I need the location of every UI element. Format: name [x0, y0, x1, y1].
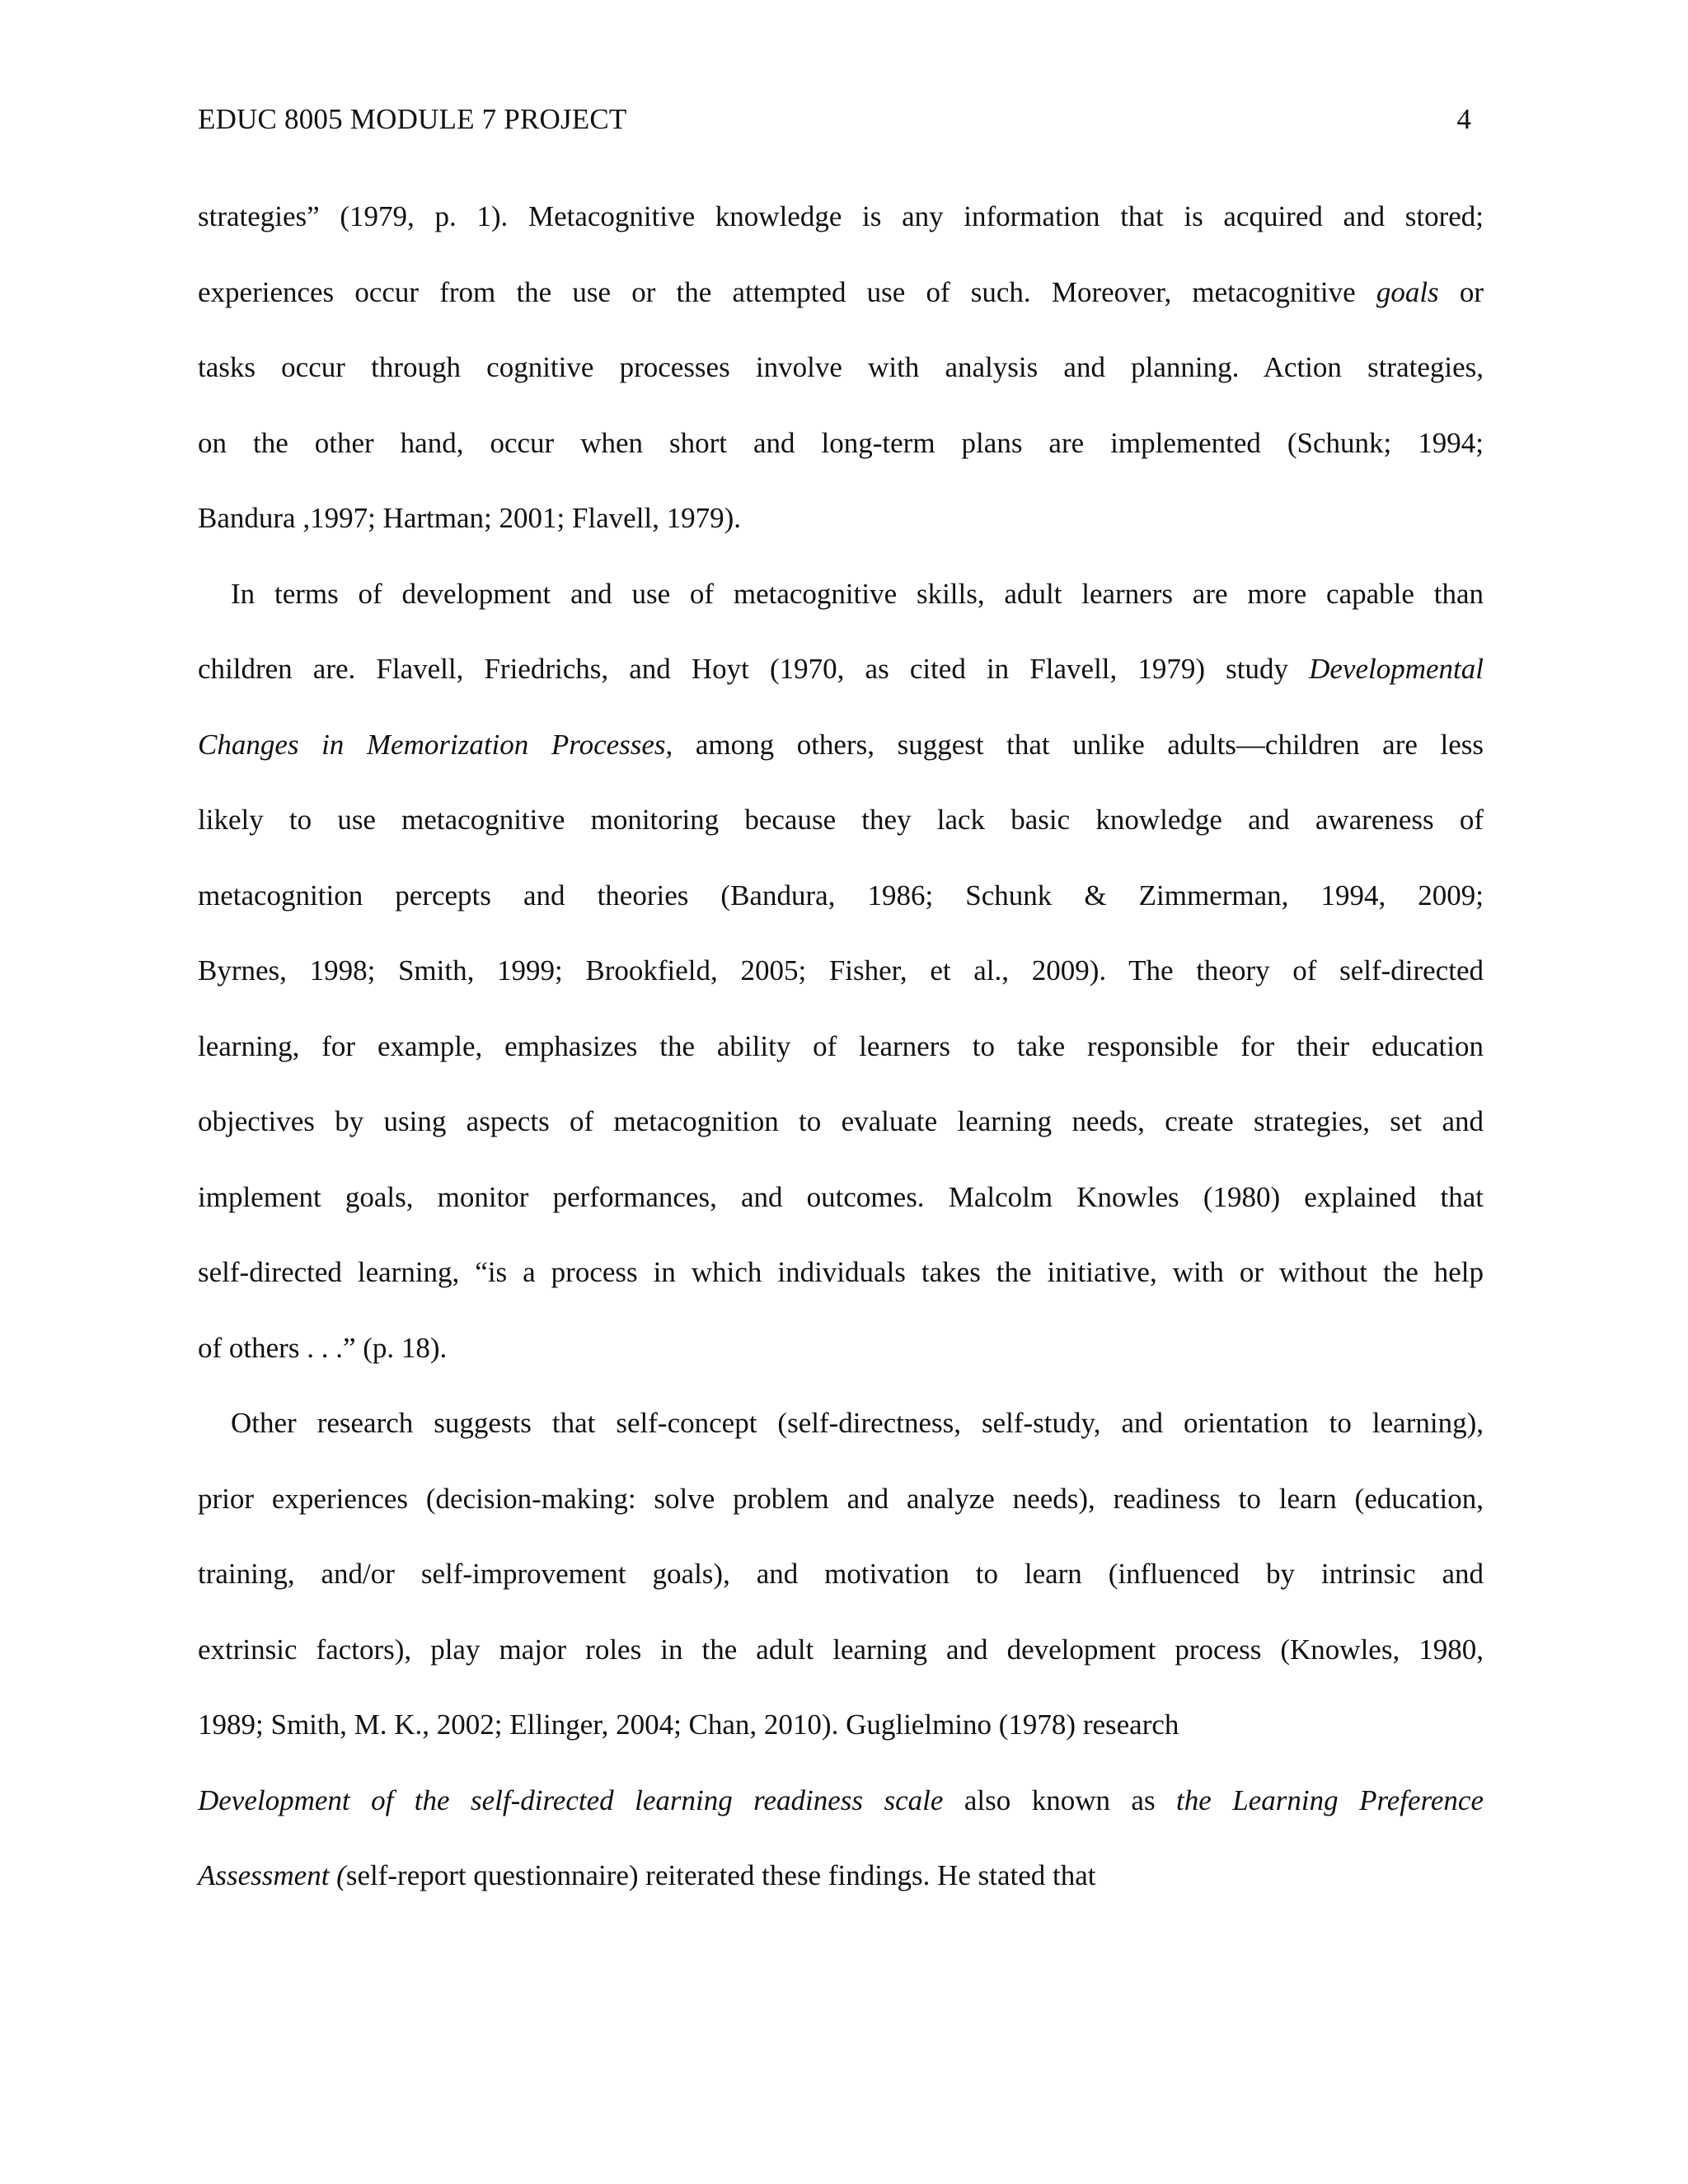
text-segment: In terms of development and use of metacognitive skills, adult learners are more capable than: [231, 577, 1484, 610]
text-line: [198, 1179, 1484, 1254]
text-segment: of others . . .” (p. 18).: [198, 1331, 448, 1364]
text-segment: also known as: [943, 1783, 1177, 1816]
text-segment: self-report questionnaire) reiterated these findings. He stated that: [345, 1859, 1096, 1891]
text-segment: extrinsic factors), play major roles in the adult learning and development process (Knowles, 1980,: [198, 1633, 1484, 1666]
text-line: [198, 1782, 1484, 1858]
text-line: [198, 1028, 1484, 1104]
text-segment: implement goals, monitor performances, and outcomes. Malcolm Knowles (1980) explained that: [198, 1180, 1484, 1213]
text-line: [198, 1103, 1484, 1179]
text-line: [198, 1555, 1484, 1631]
text-line: [198, 1857, 1484, 1933]
text-segment: Bandura ,1997; Hartman; 2001; Flavell, 1979).: [198, 502, 742, 534]
text-line: [198, 1631, 1484, 1707]
text-line: [198, 499, 1484, 575]
text-segment: children are. Flavell, Friedrichs, and Hoyt (1970, as cited in Flavell, 1979) study: [198, 653, 1310, 685]
study-title: the Learning Preference: [1176, 1783, 1484, 1816]
text-segment: or: [1438, 275, 1484, 308]
text-segment: experiences occur from the use or the attempted use of such. Moreover, metacognitive: [198, 275, 1376, 308]
emphasis-segment: goals: [1376, 275, 1439, 308]
text-line: [198, 1480, 1484, 1556]
text-segment: prior experiences (decision-making: solve problem and analyze needs), readiness to learn (education,: [198, 1482, 1484, 1515]
text-line: [198, 274, 1484, 349]
text-segment: strategies” (1979, p. 1). Metacognitive knowledge is any information that is acquired and stored;: [198, 200, 1484, 232]
text-segment: Byrnes, 1998; Smith, 1999; Brookfield, 2005; Fisher, et al., 2009). The theory of self-directed: [198, 954, 1484, 987]
text-line: [198, 198, 1484, 274]
text-line: [198, 1254, 1484, 1329]
text-segment: tasks occur through cognitive processes involve with analysis and planning. Action strategies,: [198, 351, 1484, 383]
text-line: [198, 1329, 1484, 1405]
body-text: [198, 198, 1484, 1933]
text-segment: 1989; Smith, M. K., 2002; Ellinger, 2004; Chan, 2010). Guglielmino (1978) research: [198, 1708, 1179, 1741]
running-head-title: EDUC 8005 MODULE 7 PROJECT: [198, 103, 627, 135]
text-segment: likely to use metacognitive monitoring because they lack basic knowledge and awareness of: [198, 804, 1484, 836]
text-segment: objectives by using aspects of metacognition to evaluate learning needs, create strategies, set and: [198, 1105, 1484, 1137]
text-line: [198, 877, 1484, 953]
study-title: Changes in Memorization Processes: [198, 728, 666, 761]
text-segment: training, and/or self-improvement goals), and motivation to learn (influenced by intrinsic and: [198, 1558, 1484, 1590]
text-line: [198, 726, 1484, 802]
study-title: Development of the self-directed learning readiness scale: [198, 1783, 944, 1816]
text-line: [198, 1706, 1484, 1782]
page-number: 4: [1456, 103, 1471, 135]
study-title: Developmental: [1309, 653, 1484, 685]
text-segment: learning, for example, emphasizes the ability of learners to take responsible for their education: [198, 1029, 1484, 1062]
text-segment: Other research suggests that self-concept (self-directness, self-study, and orientation to learning),: [231, 1407, 1484, 1439]
text-line: [198, 650, 1484, 726]
running-head: [198, 101, 1471, 138]
paragraph-first-line: [198, 1404, 1484, 1480]
text-segment: metacognition percepts and theories (Bandura, 1986; Schunk & Zimmerman, 1994, 2009;: [198, 879, 1484, 912]
study-title: Assessment (: [198, 1859, 346, 1891]
text-segment: on the other hand, occur when short and long-term plans are implemented (Schunk; 1994;: [198, 426, 1484, 459]
text-segment: , among others, suggest that unlike adults—children are less: [665, 728, 1484, 761]
paragraph-first-line: [198, 575, 1484, 651]
text-line: [198, 801, 1484, 877]
text-segment: self-directed learning, “is a process in which individuals takes the initiative, with or without the help: [198, 1256, 1484, 1288]
text-line: [198, 349, 1484, 424]
text-line: [198, 952, 1484, 1028]
text-line: [198, 424, 1484, 500]
